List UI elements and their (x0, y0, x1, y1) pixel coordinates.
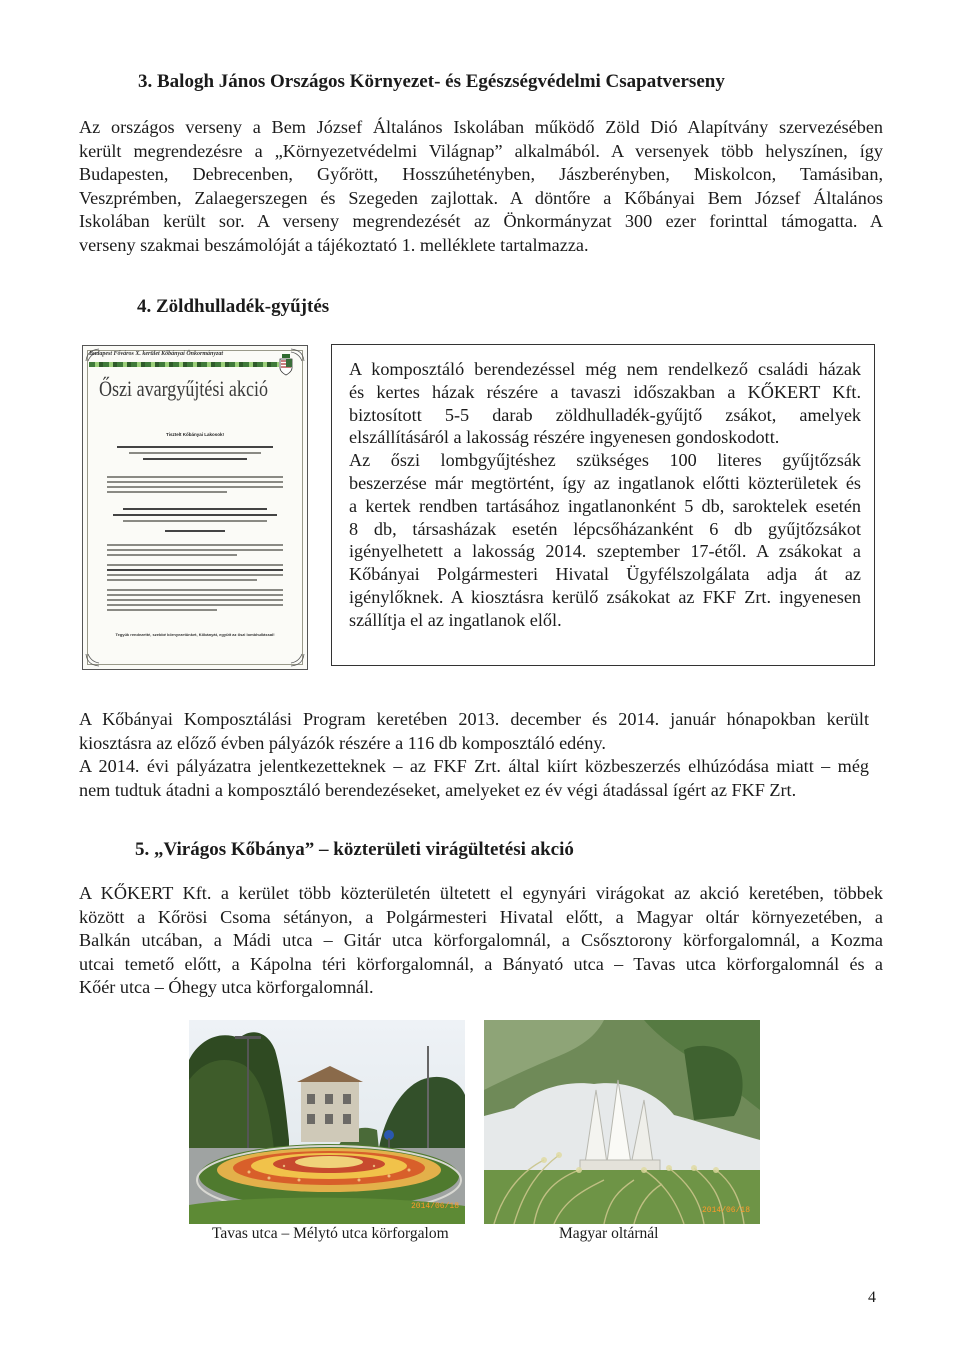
poster-text-line (107, 604, 283, 606)
poster-text-line (117, 446, 273, 448)
text-line: és kertes házak részére a tavaszi időszakban a KŐKERT Kft. (349, 381, 861, 402)
poster-text-line (107, 564, 283, 566)
poster-text-line (107, 481, 283, 483)
poster-text-line (107, 589, 283, 591)
poster-title: Őszi avargyűjtési akció (99, 376, 268, 401)
photo-caption-left: Tavas utca – Mélytó utca körforgalom (212, 1225, 449, 1242)
poster-text-line (107, 549, 283, 551)
text-line: Budapesten, Debrecenben, Győrött, Hosszúhetényben, Jászberényben, Miskolcon, Tamásiban, (79, 164, 883, 185)
poster-text-line (143, 458, 247, 460)
text-line: nem tudtuk átadni a komposztáló berendezéseket, amelyeket ez év végi átadással ígért az FKF Zrt. (79, 779, 797, 800)
zsak-info-text (349, 358, 861, 632)
text-line: igényelhetett a lakosság 2014. szeptember 17-étől. A zsákokat a (349, 541, 861, 562)
ornament-corner-icon (285, 653, 305, 667)
ornament-corner-icon (85, 653, 105, 667)
text-line: Iskolában került sor. A verseny megrendezését az Önkormányzat 300 ezer forinttal támogatta. A (79, 211, 883, 232)
photo-tavas-utca-roundabout (189, 1020, 465, 1224)
text-line: Az országos verseny a Bem József Általános Iskolában működő Zöld Dió Alapítvány szervezésében (79, 117, 883, 137)
poster-text-line (107, 609, 217, 611)
text-line: Balkán utcában, a Mádi utca – Gitár utca körforgalomnál, a Csősztorony körforgalomnál, a Kozma (79, 930, 883, 951)
poster-text-line (107, 554, 237, 556)
poster-text-line (165, 530, 225, 532)
text-line: Veszprémben, Zalaegerszegen és Szegeden zajlottak. A döntőre a Kőbányai Bem József Általános (79, 187, 883, 208)
text-line: a kertek rendben tartásához ingatlanonként 5 db, saroktelek esetén (349, 495, 861, 516)
text-line: 8 db, társasházak esetén lépcsőházanként 6 db gyűjtőzsákot (349, 518, 861, 539)
poster-text-line (107, 599, 283, 601)
poster-text-line (107, 569, 283, 571)
text-line: A Kőbányai Komposztálási Program keretében 2013. december és 2014. január hónapokban került (79, 709, 869, 729)
section-5-paragraph (79, 882, 883, 1000)
text-line: Az őszi lombgyűjtéshez szükséges 100 literes gyűjtőzsák (349, 450, 861, 471)
text-line: utcai temető előtt, a Kápolna téri körforgalomnál, a Bányató utca – Tavas utca körforgalomnál és a (79, 953, 883, 974)
text-line: Kőbányai Polgármesteri Hivatal Ügyfélszolgálata adja át az (349, 564, 861, 585)
photo-date-stamp: 2014/06/18 (411, 1202, 460, 1211)
photo-caption-right: Magyar oltárnál (559, 1225, 659, 1242)
poster-banner (89, 362, 279, 367)
text-line: elszállításáról a lakosság részére ingyenesen gondoskodott. (349, 427, 780, 448)
poster-text-line (107, 594, 283, 596)
text-line: A KŐKERT Kft. a kerület több közterületén ültetett el egynyári virágokat az akció keretében, többek (79, 883, 883, 903)
poster-image (82, 345, 308, 670)
coat-of-arms-icon (279, 354, 293, 376)
roundabout-flowerbed-image (189, 1020, 465, 1224)
text-line: verseny szakmai beszámolóját a tájékoztató 1. melléklete tartalmazza. (79, 234, 589, 255)
poster-footer: Tegyük rendezetté, szebbé környezetünket, Kőbányát, együtt az őszi lombhullással! (115, 632, 275, 637)
text-line: igénylőknek. A kiosztásra kerülő zsákokat az FKF Zrt. ingyenesen (349, 586, 861, 607)
poster-text-line (123, 520, 267, 522)
section-3-heading: 3. Balogh János Országos Környezet- és Egészségvédelmi Csapatverseny (138, 71, 725, 92)
zsak-info-box (331, 344, 875, 666)
poster-header: Budapest Főváros X. kerület Kőbányai Önkormányzat (89, 351, 224, 357)
komposzt-paragraph (79, 708, 869, 802)
text-line: A komposztáló berendezéssel még nem rendelkező családi házak (349, 359, 861, 379)
poster-text-line (123, 508, 267, 510)
text-line: között a Kőrösi Csoma sétányon, a Polgármesteri Hivatal előtt, a Magyar oltár környezetében, a (79, 906, 883, 927)
poster-text-line (107, 579, 257, 581)
poster-text-line (107, 544, 283, 546)
poster-salute: Tisztelt Kőbányai Lakosok! (166, 432, 224, 437)
photo-magyar-oltar (484, 1020, 760, 1224)
text-line: került megrendezésre a „Környezetvédelmi Világnap” alkalmából. A versenyek több helyszínen, így (79, 140, 883, 161)
magyar-oltar-monument-image (484, 1020, 760, 1224)
poster-text-line (129, 452, 261, 454)
poster-text-line (113, 514, 277, 516)
poster-text-line (107, 486, 283, 488)
text-line: kiosztásra az előző évben pályázók részére a 116 db komposztáló edény. (79, 732, 606, 753)
text-line: biztosított 5-5 darab zöldhulladék-gyűjtő zsákot, amelyek (349, 404, 861, 425)
poster-text-line (107, 476, 283, 478)
section-4-heading: 4. Zöldhulladék-gyűjtés (137, 296, 330, 317)
poster-text-line (107, 491, 227, 493)
page-number: 4 (868, 1289, 876, 1306)
text-line: szállítja el az ingatlanok elől. (349, 609, 562, 630)
text-line: beszerzése már megtörtént, így az ingatlanok előtti közterületek és (349, 472, 861, 493)
photo-date-stamp: 2014/06/18 (702, 1206, 751, 1215)
section-5-heading: 5. „Virágos Kőbánya” – közterületi virágültetési akció (135, 839, 574, 860)
poster-text-line (107, 574, 283, 576)
text-line: Kőér utca – Óhegy utca körforgalomnál. (79, 977, 374, 998)
section-3-paragraph (79, 116, 883, 258)
text-line: A 2014. évi pályázatra jelentkezetteknek – az FKF Zrt. által kiírt közbeszerzés elhúzódása miatt – még (79, 756, 869, 777)
